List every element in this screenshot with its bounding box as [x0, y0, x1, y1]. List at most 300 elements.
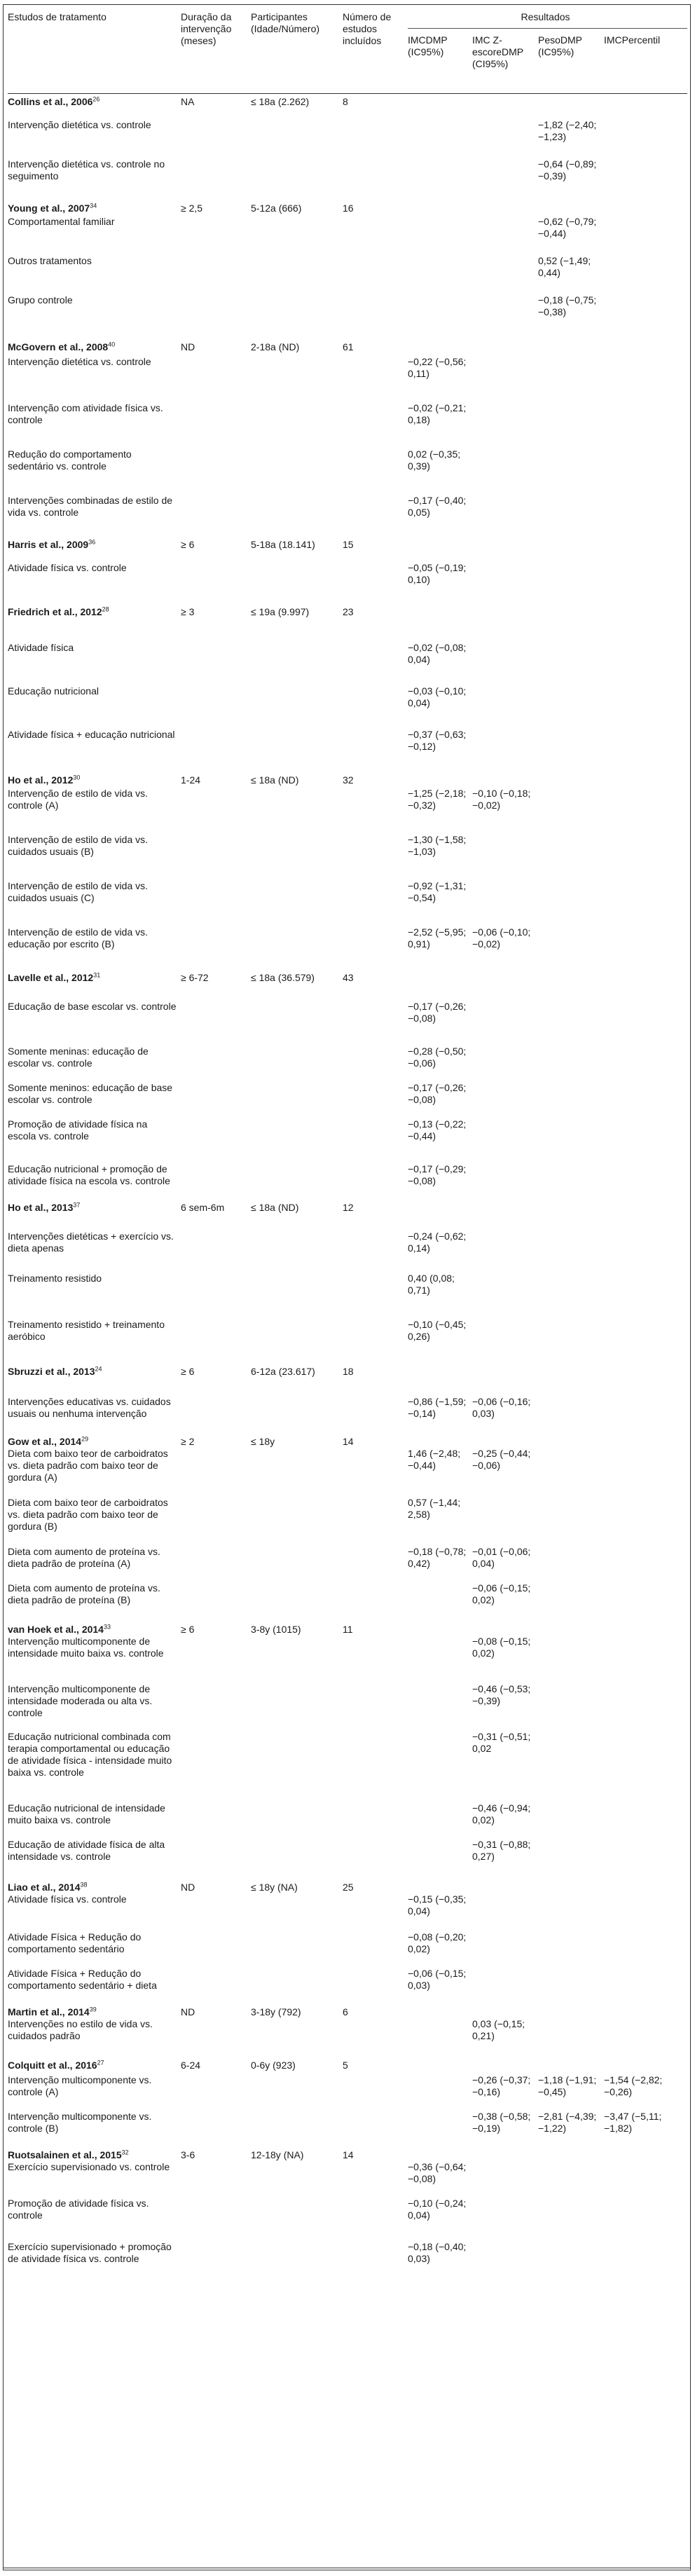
- intervention-row: [8, 1546, 687, 1582]
- study-count-cell: 18: [343, 1366, 354, 1377]
- imcdmp-cell: [408, 1839, 472, 1879]
- empty-result-cell: [472, 2057, 538, 2074]
- study-name-text: Ho et al., 2012: [8, 774, 74, 786]
- empty-cell: [251, 119, 343, 158]
- imcpercentil-cell: [604, 1319, 687, 1364]
- imcdmp-cell: [408, 1731, 472, 1802]
- intervention-row: [8, 2241, 687, 2280]
- empty-cell: [343, 729, 408, 772]
- reference-number: 30: [73, 774, 81, 781]
- imcdmp-cell: [408, 1802, 472, 1839]
- intervention-label: Intervenções dietéticas + exercício vs. dieta apenas: [8, 1231, 174, 1254]
- study-count-cell: 5: [343, 2060, 348, 2071]
- empty-cell: [343, 448, 408, 495]
- imcz-cell: [472, 1273, 538, 1319]
- intervention-label: Intervenção multicomponente de intensidade moderada ou alta vs. controle: [8, 1683, 153, 1718]
- empty-cell: [181, 1931, 251, 1968]
- imcdmp-cell: −0,24 (−0,62; 0,14): [408, 1231, 467, 1254]
- header-numero: Número de estudos incluídos: [343, 11, 392, 46]
- study-row: [8, 200, 687, 216]
- imcpercentil-cell: [604, 216, 687, 255]
- intervention-row: [8, 2018, 687, 2057]
- participants-cell: ≤ 18a (ND): [251, 1202, 299, 1213]
- empty-cell: [251, 2074, 343, 2111]
- empty-cell: [251, 2161, 343, 2198]
- study-row: [8, 970, 687, 1001]
- study-name-text: Colquitt et al., 2016: [8, 2060, 97, 2071]
- study-name-text: Collins et al., 2006: [8, 96, 93, 107]
- empty-cell: [343, 1082, 408, 1118]
- intervention-label: Intervenção dietética vs. controle: [8, 119, 151, 130]
- intervention-label: Intervenção dietética vs. controle: [8, 356, 151, 367]
- pesodmp-cell: [538, 642, 604, 685]
- participants-cell: 3-18y (792): [251, 2006, 301, 2017]
- imcz-cell: −0,46 (−0,94; 0,02): [472, 1802, 531, 1825]
- reference-number: 29: [81, 1435, 89, 1443]
- imcpercentil-cell: [604, 1802, 687, 1839]
- empty-result-cell: [472, 94, 538, 119]
- pesodmp-cell: [538, 1118, 604, 1163]
- pesodmp-cell: [538, 1931, 604, 1968]
- participants-cell: ≤ 18y (NA): [251, 1882, 298, 1893]
- empty-cell: [251, 1396, 343, 1434]
- empty-cell: [181, 1731, 251, 1802]
- imcz-cell: −0,08 (−0,15; 0,02): [472, 1636, 531, 1659]
- duration-cell: 3-6: [181, 2149, 195, 2160]
- intervention-row: [8, 729, 687, 772]
- empty-cell: [251, 1163, 343, 1200]
- empty-result-cell: [472, 1879, 538, 1893]
- imcpercentil-cell: [604, 2198, 687, 2241]
- intervention-row: [8, 642, 687, 685]
- reference-number: 40: [108, 341, 116, 348]
- empty-result-cell: [472, 537, 538, 562]
- imcpercentil-cell: [604, 1046, 687, 1082]
- empty-cell: [181, 2161, 251, 2198]
- participants-cell: 12-18y (NA): [251, 2149, 304, 2160]
- imcdmp-cell: [408, 255, 472, 294]
- imcz-cell: −0,26 (−0,37; −0,16): [472, 2074, 531, 2097]
- pesodmp-cell: −0,62 (−0,79; −0,44): [538, 216, 597, 239]
- imcz-cell: [472, 685, 538, 729]
- imcpercentil-cell: [604, 880, 687, 926]
- study-row: [8, 339, 687, 356]
- imcz-cell: [472, 495, 538, 537]
- empty-result-cell: [408, 1434, 472, 1448]
- empty-cell: [181, 1968, 251, 2004]
- intervention-label: Intervenção dietética vs. controle no seguimento: [8, 158, 165, 181]
- intervention-row: [8, 1582, 687, 1622]
- imcpercentil-cell: [604, 356, 687, 402]
- participants-cell: 6-12a (23.617): [251, 1366, 315, 1377]
- empty-cell: [251, 1683, 343, 1731]
- imcpercentil-cell: [604, 834, 687, 880]
- intervention-label: Treinamento resistido: [8, 1273, 102, 1284]
- empty-cell: [181, 642, 251, 685]
- empty-cell: [343, 1448, 408, 1497]
- empty-cell: [251, 1497, 343, 1546]
- study-count-cell: 16: [343, 203, 354, 214]
- imcdmp-cell: −0,15 (−0,35; 0,04): [408, 1893, 467, 1917]
- study-count-cell: 61: [343, 341, 354, 352]
- intervention-label: Exercício supervisionado vs. controle: [8, 2161, 170, 2172]
- empty-cell: [343, 158, 408, 200]
- empty-cell: [181, 448, 251, 495]
- participants-cell: 0-6y (923): [251, 2060, 296, 2071]
- empty-cell: [251, 834, 343, 880]
- empty-result-cell: [538, 970, 604, 1001]
- empty-cell: [251, 1319, 343, 1364]
- imcdmp-cell: [408, 1683, 472, 1731]
- intervention-row: [8, 1636, 687, 1683]
- intervention-row: [8, 2074, 687, 2111]
- study-name: [8, 604, 181, 642]
- imcdmp-cell: [408, 216, 472, 255]
- intervention-row: [8, 495, 687, 537]
- imcdmp-cell: −0,22 (−0,56; 0,11): [408, 356, 467, 379]
- empty-cell: [343, 2111, 408, 2147]
- intervention-row: [8, 834, 687, 880]
- intervention-label: Somente meninas: educação de escolar vs. controle: [8, 1046, 149, 1069]
- empty-cell: [181, 834, 251, 880]
- pesodmp-cell: [538, 1731, 604, 1802]
- imcdmp-cell: −2,52 (−5,95; 0,91): [408, 926, 467, 950]
- pesodmp-cell: [538, 1893, 604, 1931]
- imcdmp-cell: −1,25 (−2,18; −0,32): [408, 788, 467, 811]
- empty-cell: [343, 255, 408, 294]
- pesodmp-cell: [538, 1448, 604, 1497]
- participants-cell: ≤ 19a (9.997): [251, 606, 310, 617]
- empty-cell: [251, 495, 343, 537]
- imcdmp-cell: −0,86 (−1,59; −0,14): [408, 1396, 467, 1419]
- duration-cell: NA: [181, 96, 195, 107]
- empty-result-cell: [408, 339, 472, 356]
- imcdmp-cell: [408, 1582, 472, 1622]
- intervention-label: Educação de atividade física de alta intensidade vs. controle: [8, 1839, 165, 1862]
- empty-cell: [251, 158, 343, 200]
- imcz-cell: −0,46 (−0,53; −0,39): [472, 1683, 531, 1706]
- imcpercentil-cell: [604, 562, 687, 604]
- empty-cell: [181, 1082, 251, 1118]
- empty-cell: [181, 1636, 251, 1683]
- imcdmp-cell: −0,36 (−0,64; −0,08): [408, 2161, 467, 2184]
- intervention-label: Promoção de atividade física na escola vs. controle: [8, 1118, 148, 1142]
- imcpercentil-cell: [604, 729, 687, 772]
- study-name-text: Ho et al., 2013: [8, 1202, 74, 1213]
- pesodmp-cell: [538, 1546, 604, 1582]
- empty-result-cell: [604, 772, 687, 788]
- intervention-row: [8, 294, 687, 339]
- intervention-row: [8, 1396, 687, 1434]
- duration-cell: 6 sem-6m: [181, 1202, 225, 1213]
- empty-result-cell: [408, 94, 472, 119]
- empty-cell: [343, 1163, 408, 1200]
- empty-cell: [181, 1546, 251, 1582]
- imcdmp-cell: −0,06 (−0,15; 0,03): [408, 1968, 467, 1991]
- empty-cell: [181, 119, 251, 158]
- empty-cell: [251, 1448, 343, 1497]
- study-name: [8, 1879, 181, 1893]
- pesodmp-cell: [538, 1319, 604, 1364]
- imcz-cell: −0,31 (−0,88; 0,27): [472, 1839, 531, 1862]
- empty-cell: [181, 356, 251, 402]
- duration-cell: ≥ 6: [181, 1366, 195, 1377]
- imcpercentil-cell: [604, 1497, 687, 1546]
- reference-number: 24: [95, 1365, 102, 1373]
- imcpercentil-cell: [604, 642, 687, 685]
- intervention-label: Intervenções educativas vs. cuidados usuais ou nenhuma intervenção: [8, 1396, 171, 1419]
- empty-cell: [181, 1497, 251, 1546]
- empty-cell: [181, 685, 251, 729]
- duration-cell: ≥ 3: [181, 606, 195, 617]
- empty-cell: [251, 788, 343, 834]
- empty-cell: [343, 788, 408, 834]
- intervention-row: [8, 158, 687, 200]
- empty-result-cell: [538, 1434, 604, 1448]
- empty-cell: [181, 926, 251, 970]
- pesodmp-cell: [538, 2018, 604, 2057]
- empty-cell: [343, 1231, 408, 1273]
- empty-cell: [251, 1931, 343, 1968]
- imcpercentil-cell: [604, 495, 687, 537]
- study-name-text: van Hoek et al., 2014: [8, 1624, 104, 1635]
- intervention-row: [8, 1163, 687, 1200]
- empty-result-cell: [538, 200, 604, 216]
- study-name: [8, 970, 181, 1001]
- study-name: [8, 537, 181, 562]
- empty-cell: [251, 1001, 343, 1046]
- intervention-row: [8, 1001, 687, 1046]
- empty-cell: [343, 834, 408, 880]
- intervention-label: Somente meninos: educação de base escolar vs. controle: [8, 1082, 173, 1105]
- imcdmp-cell: −0,02 (−0,21; 0,18): [408, 402, 467, 425]
- study-count-cell: 15: [343, 539, 354, 550]
- empty-cell: [181, 1319, 251, 1364]
- study-name-text: McGovern et al., 2008: [8, 341, 109, 352]
- empty-cell: [181, 2074, 251, 2111]
- imcdmp-cell: 0,40 (0,08; 0,71): [408, 1273, 455, 1296]
- empty-cell: [181, 562, 251, 604]
- duration-cell: ≥ 6-72: [181, 972, 209, 983]
- intervention-row: [8, 1231, 687, 1273]
- empty-cell: [251, 2198, 343, 2241]
- intervention-row: [8, 1893, 687, 1931]
- study-count-cell: 23: [343, 606, 354, 617]
- study-name: [8, 2057, 181, 2074]
- imcdmp-cell: −1,30 (−1,58; −1,03): [408, 834, 467, 857]
- empty-cell: [181, 216, 251, 255]
- imcz-cell: [472, 1497, 538, 1546]
- empty-cell: [181, 1893, 251, 1931]
- intervention-row: [8, 1839, 687, 1879]
- imcpercentil-cell: [604, 1893, 687, 1931]
- study-row: [8, 1879, 687, 1893]
- pesodmp-cell: [538, 448, 604, 495]
- empty-cell: [181, 1582, 251, 1622]
- empty-cell: [343, 1273, 408, 1319]
- empty-cell: [343, 2241, 408, 2280]
- pesodmp-cell: [538, 1802, 604, 1839]
- empty-cell: [251, 685, 343, 729]
- empty-result-cell: [538, 2147, 604, 2161]
- intervention-label: Grupo controle: [8, 294, 73, 306]
- imcz-cell: −0,31 (−0,51; 0,02: [472, 1731, 531, 1754]
- empty-cell: [181, 255, 251, 294]
- study-count-cell: 43: [343, 972, 354, 983]
- imcdmp-cell: [408, 2018, 472, 2057]
- study-name: [8, 1434, 181, 1448]
- intervention-label: Intervenção multicomponente vs. controle (B): [8, 2111, 152, 2134]
- imcpercentil-cell: [604, 2161, 687, 2198]
- study-count-cell: 12: [343, 1202, 354, 1213]
- study-row: [8, 604, 687, 642]
- study-row: [8, 2004, 687, 2018]
- empty-result-cell: [604, 2147, 687, 2161]
- imcdmp-cell: 0,02 (−0,35; 0,39): [408, 448, 461, 472]
- reference-number: 26: [92, 95, 100, 103]
- imcdmp-cell: [408, 2111, 472, 2147]
- empty-cell: [181, 1001, 251, 1046]
- duration-cell: ND: [181, 341, 195, 352]
- empty-cell: [343, 1683, 408, 1731]
- header-resultados: Resultados: [408, 6, 687, 29]
- intervention-label: Dieta com baixo teor de carboidratos vs. dieta padrão com baixo teor de gordura (A): [8, 1448, 168, 1483]
- empty-cell: [343, 1968, 408, 2004]
- intervention-label: Treinamento resistido + treinamento aeróbico: [8, 1319, 165, 1342]
- empty-cell: [181, 495, 251, 537]
- empty-cell: [251, 294, 343, 339]
- empty-result-cell: [538, 537, 604, 562]
- intervention-row: [8, 1683, 687, 1731]
- empty-result-cell: [604, 1364, 687, 1396]
- imcdmp-cell: [408, 294, 472, 339]
- empty-cell: [181, 880, 251, 926]
- study-name-text: Lavelle et al., 2012: [8, 972, 94, 983]
- imcz-cell: [472, 1931, 538, 1968]
- empty-result-cell: [604, 1879, 687, 1893]
- imcz-cell: [472, 2241, 538, 2280]
- imcz-cell: [472, 834, 538, 880]
- reference-number: 37: [73, 1201, 81, 1209]
- imcpercentil-cell: [604, 1546, 687, 1582]
- intervention-label: Comportamental familiar: [8, 216, 115, 227]
- intervention-row: [8, 1118, 687, 1163]
- empty-cell: [181, 1683, 251, 1731]
- intervention-row: [8, 685, 687, 729]
- study-row: [8, 1622, 687, 1636]
- duration-cell: ≥ 6: [181, 539, 195, 550]
- empty-result-cell: [472, 2004, 538, 2018]
- imcz-cell: [472, 448, 538, 495]
- empty-cell: [343, 495, 408, 537]
- empty-cell: [181, 2241, 251, 2280]
- empty-cell: [251, 1839, 343, 1879]
- pesodmp-cell: [538, 1273, 604, 1319]
- empty-cell: [251, 1273, 343, 1319]
- intervention-label: Intervenção com atividade física vs. controle: [8, 402, 163, 425]
- intervention-row: [8, 1968, 687, 2004]
- imcpercentil-cell: [604, 1396, 687, 1434]
- imcpercentil-cell: [604, 1636, 687, 1683]
- imcdmp-cell: −0,10 (−0,24; 0,04): [408, 2198, 467, 2221]
- study-name: [8, 2147, 181, 2161]
- empty-cell: [343, 880, 408, 926]
- imcpercentil-cell: [604, 1273, 687, 1319]
- empty-cell: [343, 926, 408, 970]
- empty-result-cell: [604, 1434, 687, 1448]
- empty-result-cell: [408, 1200, 472, 1231]
- pesodmp-cell: [538, 1968, 604, 2004]
- imcz-cell: [472, 216, 538, 255]
- results-table: [8, 6, 687, 2280]
- pesodmp-cell: [538, 834, 604, 880]
- intervention-row: [8, 2161, 687, 2198]
- pesodmp-cell: [538, 1231, 604, 1273]
- imcdmp-cell: [408, 119, 472, 158]
- empty-cell: [251, 216, 343, 255]
- imcz-cell: [472, 1893, 538, 1931]
- empty-cell: [181, 1163, 251, 1200]
- study-name-text: Gow et al., 2014: [8, 1436, 82, 1447]
- pesodmp-cell: [538, 1163, 604, 1200]
- empty-cell: [251, 1118, 343, 1163]
- intervention-label: Educação de base escolar vs. controle: [8, 1001, 177, 1012]
- empty-cell: [343, 2074, 408, 2111]
- empty-cell: [343, 1731, 408, 1802]
- duration-cell: ≥ 2: [181, 1436, 195, 1447]
- study-name: [8, 339, 181, 356]
- pesodmp-cell: −1,82 (−2,40; −1,23): [538, 119, 597, 142]
- empty-result-cell: [472, 970, 538, 1001]
- empty-cell: [343, 2198, 408, 2241]
- empty-result-cell: [538, 339, 604, 356]
- intervention-row: [8, 2111, 687, 2147]
- empty-cell: [343, 2161, 408, 2198]
- empty-result-cell: [472, 2147, 538, 2161]
- intervention-label: Atividade física: [8, 642, 74, 653]
- imcpercentil-cell: [604, 1839, 687, 1879]
- study-count-cell: 6: [343, 2006, 348, 2017]
- empty-result-cell: [472, 1434, 538, 1448]
- pesodmp-cell: 0,52 (−1,49; 0,44): [538, 255, 591, 278]
- empty-cell: [251, 1636, 343, 1683]
- imcz-cell: −0,06 (−0,10; −0,02): [472, 926, 531, 950]
- header-imcpercentil: IMCPercentil: [604, 34, 661, 46]
- empty-cell: [251, 356, 343, 402]
- imcdmp-cell: −0,03 (−0,10; 0,04): [408, 685, 467, 708]
- imcz-cell: [472, 2198, 538, 2241]
- intervention-row: [8, 788, 687, 834]
- pesodmp-cell: [538, 2198, 604, 2241]
- intervention-row: [8, 562, 687, 604]
- imcpercentil-cell: [604, 1683, 687, 1731]
- imcz-cell: [472, 1001, 538, 1046]
- empty-cell: [251, 562, 343, 604]
- imcdmp-cell: [408, 158, 472, 200]
- imcz-cell: [472, 562, 538, 604]
- empty-cell: [343, 1893, 408, 1931]
- pesodmp-cell: [538, 729, 604, 772]
- imcdmp-cell: 0,57 (−1,44; 2,58): [408, 1497, 461, 1520]
- imcpercentil-cell: [604, 926, 687, 970]
- empty-cell: [251, 2241, 343, 2280]
- study-name-text: Liao et al., 2014: [8, 1882, 81, 1893]
- empty-result-cell: [538, 772, 604, 788]
- pesodmp-cell: [538, 1396, 604, 1434]
- intervention-label: Dieta com aumento de proteína vs. dieta padrão de proteína (A): [8, 1546, 160, 1569]
- imcz-cell: [472, 1163, 538, 1200]
- study-row: [8, 1364, 687, 1396]
